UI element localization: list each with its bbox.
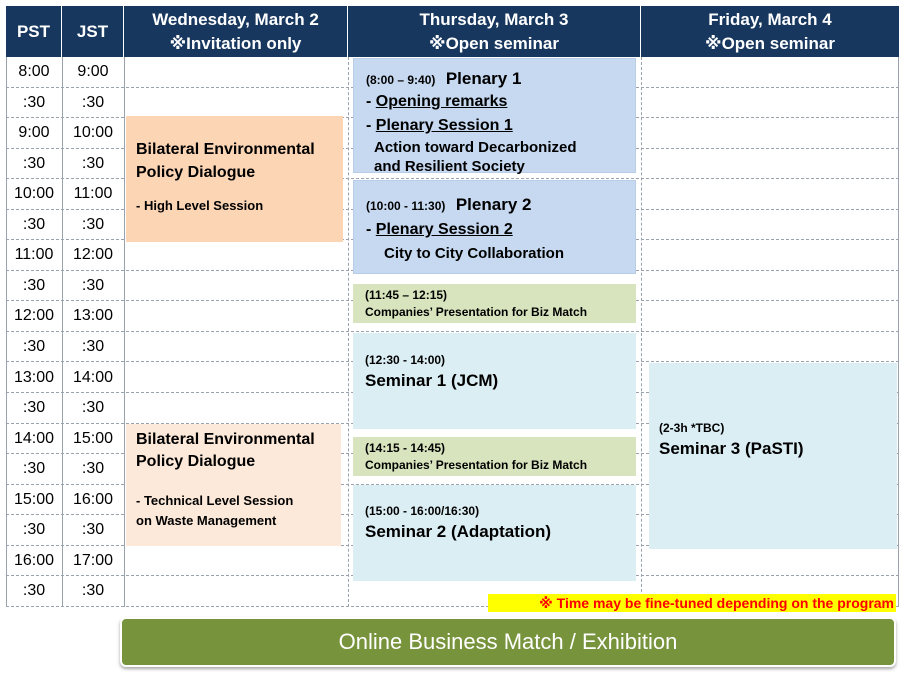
pst-time: :30 [22, 521, 46, 539]
header-friday-note: ※Open seminar [705, 33, 835, 53]
thu-seminar-1 [353, 333, 636, 429]
thu-seminar1-title: Seminar 1 (JCM) [365, 371, 499, 390]
thu-seminar2-time: (15:00 - 16:00/16:30) [365, 504, 480, 518]
thu-plenary2-title: Plenary 2 [455, 195, 532, 214]
fri-seminar-3 [649, 363, 897, 549]
grid-line-left [6, 57, 7, 607]
header-thursday-note: ※Open seminar [429, 33, 559, 53]
jst-time: 11:00 [73, 185, 113, 203]
thu-plenary-2 [353, 180, 636, 274]
header-thursday [348, 6, 641, 57]
thu-biz-match-2 [353, 437, 636, 476]
thu-biz1-title: Companies’ Presentation for Biz Match [365, 305, 588, 319]
header-pst [6, 6, 62, 57]
thu-biz2-title: Companies’ Presentation for Biz Match [365, 458, 588, 472]
jst-time: :30 [81, 582, 105, 600]
pst-time: :30 [22, 399, 46, 417]
thu-biz-match-1 [353, 284, 636, 323]
pst-time: :30 [22, 337, 46, 355]
thu-biz1-time: (11:45 – 12:15) [365, 288, 448, 302]
grid-line-pst [62, 57, 63, 607]
thu-plenary-1 [353, 58, 636, 173]
thu-plenary2-session: Plenary Session 2 [375, 221, 513, 238]
thu-plenary2-desc: City to City Collaboration [384, 245, 564, 262]
jst-time: 15:00 [72, 429, 114, 447]
pst-time: 8:00 [18, 63, 50, 80]
thu-plenary1-session: Plenary Session 1 [375, 117, 513, 134]
jst-time: 9:00 [77, 63, 109, 80]
header-friday-day: Friday, March 4 [708, 9, 832, 29]
banner-label: Online Business Match / Exhibition [338, 629, 678, 654]
thu-plenary1-title: Plenary 1 [445, 69, 522, 88]
thu-plenary2-time: (10:00 - 11:30) [366, 199, 446, 213]
jst-time: :30 [81, 460, 105, 478]
jst-time: 14:00 [72, 368, 114, 386]
pst-time: 11:00 [14, 246, 54, 264]
jst-time: :30 [81, 154, 105, 172]
jst-time: 10:00 [72, 124, 114, 142]
pst-time: 15:00 [13, 490, 55, 508]
timing-note: ※ Time may be fine-tuned depending on the program [488, 594, 896, 612]
jst-time: 16:00 [72, 490, 114, 508]
thu-plenary1-desc-2: and Resilient Society [374, 158, 525, 175]
online-business-match-banner [120, 617, 896, 667]
wed-dialogue2-title-1: Bilateral Environmental [136, 431, 315, 448]
header-pst-label: PST [16, 21, 51, 41]
header-wednesday-day: Wednesday, March 2 [152, 9, 319, 29]
thu-plenary1-opening-remarks: Opening remarks [375, 93, 508, 110]
thu-seminar1-time: (12:30 - 14:00) [365, 353, 446, 367]
header-jst [62, 6, 124, 57]
grid-line-wed [348, 57, 349, 607]
thu-plenary1-dash-1: - [366, 93, 372, 110]
fri-seminar3-title: Seminar 3 (PaSTI) [659, 439, 804, 458]
grid-line-right [898, 57, 899, 607]
jst-time: :30 [81, 337, 105, 355]
jst-time: :30 [81, 215, 105, 233]
header-thursday-day: Thursday, March 3 [419, 9, 569, 29]
fri-seminar3-time: (2-3h *TBC) [659, 421, 725, 435]
pst-time: :30 [22, 582, 46, 600]
pst-time: :30 [22, 215, 46, 233]
header-wednesday-note: ※Invitation only [169, 33, 302, 53]
thu-seminar2-title: Seminar 2 (Adaptation) [365, 522, 552, 541]
wed-technical-dialogue [126, 424, 341, 546]
jst-time: 12:00 [72, 246, 114, 264]
wed-dialogue2-sub-2: on Waste Management [136, 513, 277, 528]
wed-high-level-dialogue [126, 116, 343, 242]
wed-dialogue1-sub: - High Level Session [136, 198, 264, 213]
thu-plenary1-desc-1: Action toward Decarbonized [374, 139, 577, 156]
pst-time: :30 [22, 93, 46, 111]
pst-time: 16:00 [13, 551, 55, 569]
pst-time: :30 [22, 276, 46, 294]
thu-plenary1-dash-2: - [366, 117, 372, 134]
wed-dialogue2-title-2: Policy Dialogue [136, 453, 256, 470]
pst-time: :30 [22, 460, 46, 478]
pst-time: :30 [22, 154, 46, 172]
thu-biz2-time: (14:15 - 14:45) [365, 441, 446, 455]
jst-time: :30 [81, 93, 105, 111]
wed-dialogue1-title-2: Policy Dialogue [136, 164, 256, 181]
pst-time: 12:00 [13, 307, 55, 325]
jst-time: 17:00 [72, 551, 114, 569]
pst-time: 9:00 [18, 124, 50, 142]
grid-line-thu [641, 57, 642, 607]
header-friday [641, 6, 899, 57]
jst-time: :30 [81, 521, 105, 539]
grid-line-jst [124, 57, 125, 607]
jst-time: :30 [81, 399, 105, 417]
thu-plenary1-time: (8:00 – 9:40) [366, 73, 436, 87]
pst-time: 14:00 [13, 429, 55, 447]
wed-dialogue2-sub-1: - Technical Level Session [136, 493, 294, 508]
pst-time: 13:00 [13, 368, 55, 386]
thu-plenary2-dash: - [366, 221, 372, 238]
jst-time: 13:00 [72, 307, 114, 325]
jst-time: :30 [81, 276, 105, 294]
thu-seminar-2 [353, 485, 636, 581]
pst-time: 10:00 [13, 185, 55, 203]
wed-dialogue1-title-1: Bilateral Environmental [136, 141, 315, 158]
header-wednesday [124, 6, 348, 57]
header-jst-label: JST [76, 21, 109, 41]
